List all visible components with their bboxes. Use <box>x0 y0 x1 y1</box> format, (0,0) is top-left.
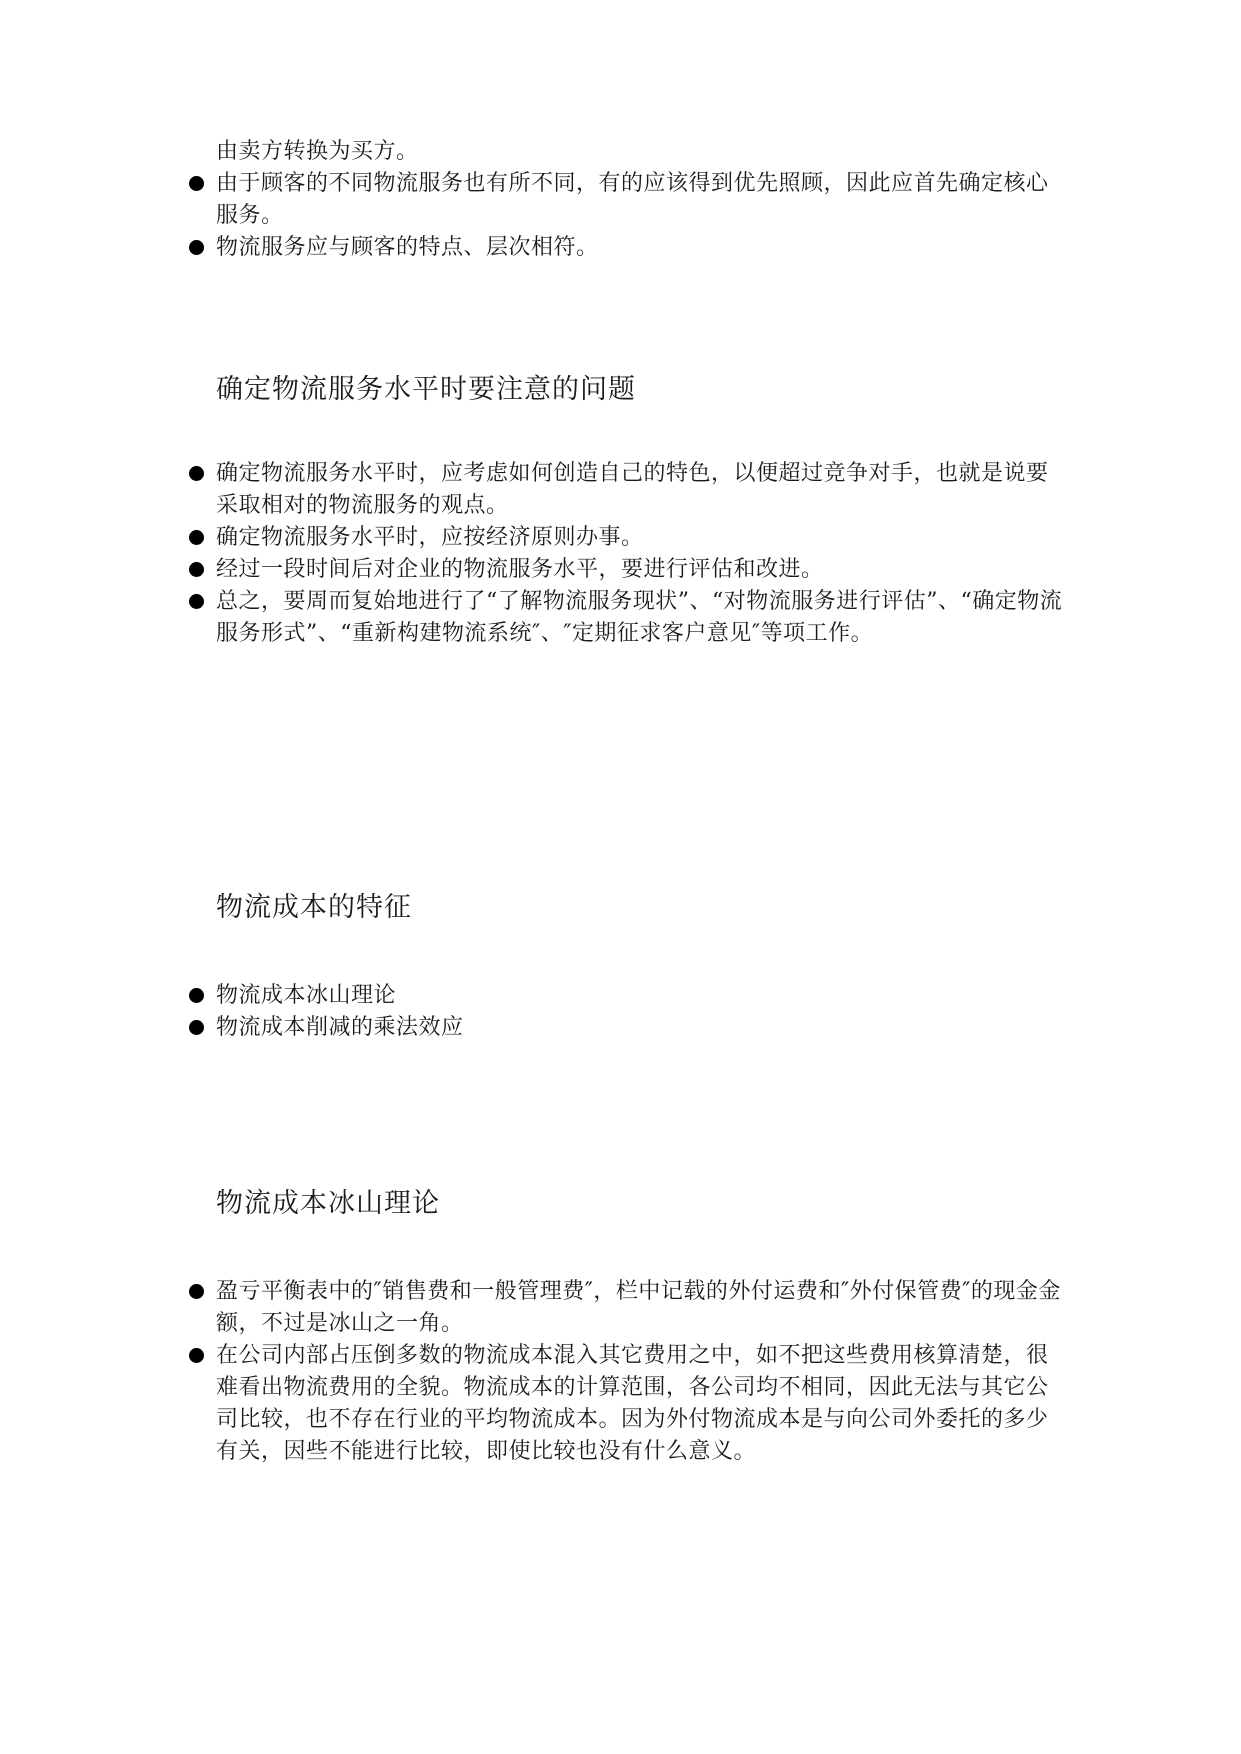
bullet-icon <box>189 1020 204 1035</box>
list-item <box>186 522 1066 554</box>
list-item <box>186 458 1066 522</box>
list-item-text: 由于顾客的不同物流服务也有所不同，有的应该得到优先照顾，因此应首先确定核心服务。 <box>216 171 1049 228</box>
cost-features-list <box>186 980 1066 1044</box>
list-item-text: 确定物流服务水平时，应按经济原则办事。 <box>216 525 644 550</box>
section-heading-service-level: 确定物流服务水平时要注意的问题 <box>216 374 636 405</box>
section-service-level <box>186 458 1066 650</box>
list-item-text: 物流成本冰山理论 <box>216 983 397 1008</box>
list-item <box>186 168 1066 232</box>
section-heading-iceberg-theory: 物流成本冰山理论 <box>216 1188 440 1219</box>
section-cost-features <box>186 980 1066 1044</box>
bullet-icon <box>189 530 204 545</box>
list-item <box>186 1276 1066 1340</box>
bullet-icon <box>189 176 204 191</box>
section-iceberg-theory <box>186 1276 1066 1468</box>
continuation-text: 由卖方转换为买方。 <box>216 139 419 164</box>
list-item-text: 盈亏平衡表中的″销售费和一般管理费″，栏中记载的外付运费和″外付保管费″的现金金额，不过是冰山之一角。 <box>216 1279 1061 1336</box>
list-item-text: 在公司内部占压倒多数的物流成本混入其它费用之中，如不把这些费用核算清楚，很难看出物流费用的全貌。物流成本的计算范围，各公司均不相同，因此无法与其它公司比较，也不存在行业的平均物流成本。因为外付物流成本是与向公司外委托的多少有关，因些不能进行比较，即使比较也没有什么意义。 <box>216 1343 1049 1464</box>
list-item-text: 确定物流服务水平时，应考虑如何创造自己的特色，以便超过竞争对手，也就是说要采取相对的物流服务的观点。 <box>216 461 1049 518</box>
list-item <box>186 586 1066 650</box>
intro-list <box>186 168 1066 264</box>
list-item-text: 经过一段时间后对企业的物流服务水平，要进行评估和改进。 <box>216 557 824 582</box>
bullet-icon <box>189 988 204 1003</box>
bullet-icon <box>189 466 204 481</box>
section-intro <box>186 136 1066 264</box>
list-item <box>186 980 1066 1012</box>
list-item-text: 物流服务应与顾客的特点、层次相符。 <box>216 235 599 260</box>
service-level-list <box>186 458 1066 650</box>
bullet-icon <box>189 562 204 577</box>
bullet-icon <box>189 1284 204 1299</box>
iceberg-theory-list <box>186 1276 1066 1468</box>
list-item <box>186 1340 1066 1468</box>
section-heading-cost-features: 物流成本的特征 <box>216 892 412 923</box>
bullet-icon <box>189 594 204 609</box>
list-item-text: 总之，要周而复始地进行了“了解物流服务现状”、“对物流服务进行评估”、“确定物流服务形式”、“重新构建物流系统″、″定期征求客户意见″等项工作。 <box>216 589 1063 646</box>
list-item-text: 物流成本削减的乘法效应 <box>216 1015 464 1040</box>
list-item <box>186 554 1066 586</box>
bullet-icon <box>189 1348 204 1363</box>
bullet-icon <box>189 240 204 255</box>
list-item <box>186 1012 1066 1044</box>
list-item <box>186 232 1066 264</box>
